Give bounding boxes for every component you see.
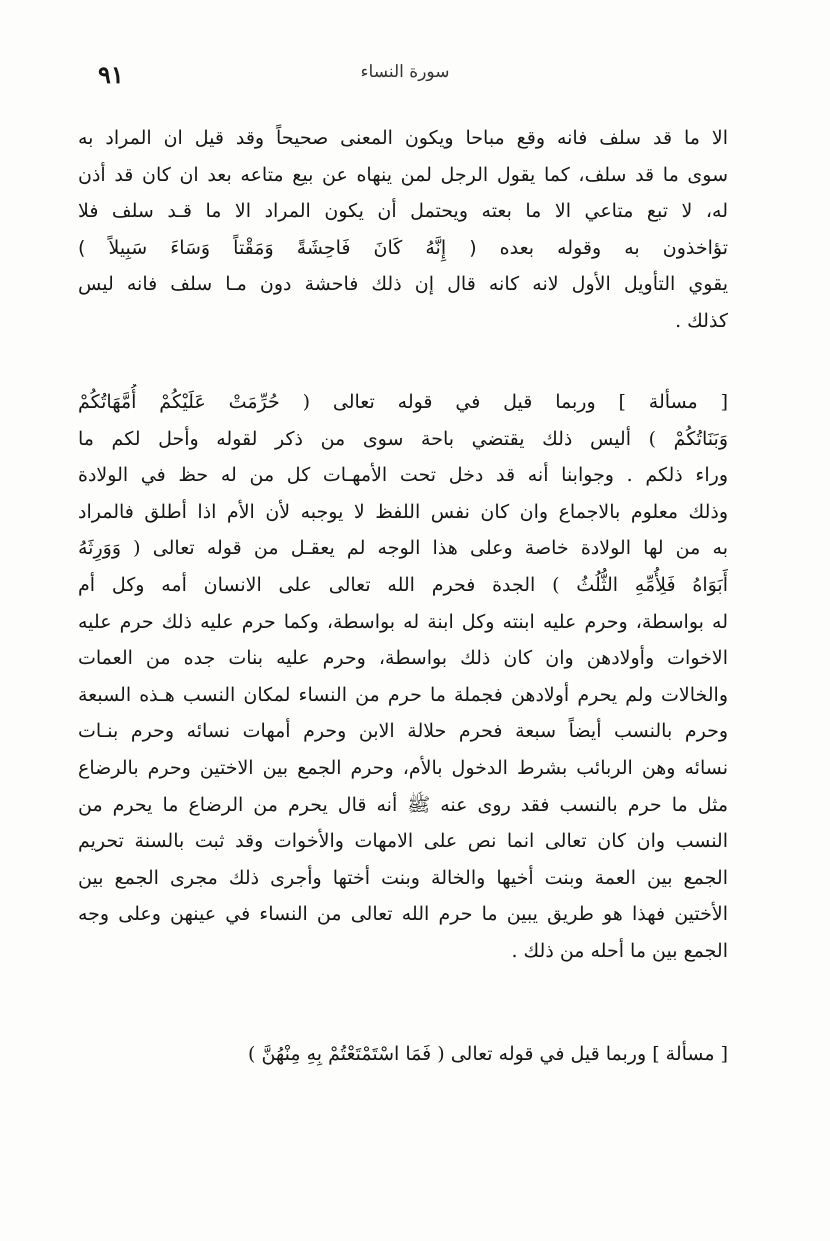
text-line: الجمع بين العمة وبنت أخيها والخالة وبنت أختها وأجرى ذلك مجرى الجمع بين — [78, 866, 728, 889]
page-number: ٩١ — [98, 60, 124, 89]
text-line: الجمع بين ما أحله من ذلك . — [511, 939, 728, 962]
paragraph-3 — [78, 1036, 728, 1073]
text-line: مثل ما حرم بالنسب فقد روى عنه ﷺ أنه قال يحرم من الرضاع ما يحرم من — [78, 793, 728, 816]
paragraph-2 — [78, 384, 728, 970]
text-line: له بواسطة، وحرم عليه ابنته وكل ابنة له بواسطة، وكما حرم عليه ذلك حرم عليه — [78, 610, 728, 633]
text-line: والخالات ولم يحرم أولادهن فجملة ما حرم من النساء لمكان النسب هـذه السبعة — [78, 683, 728, 706]
text-line: تؤاخذون به وقوله بعده ( إِنَّهُ كَانَ فَاحِشَةً وَمَقْتاً وَسَاءَ سَبِيلاً ) — [78, 236, 728, 259]
text-line: به من لها الولادة خاصة وعلى هذا الوجه لم يعقـل من قوله تعالى ( وَوَرِثَهُ — [78, 537, 728, 560]
text-line: الا ما قد سلف فانه وقع مباحا ويكون المعنى صحيحاً وقد قيل ان المراد به — [78, 127, 728, 149]
text-line: أَبَوَاهُ فَلِأُمِّهِ الثُّلُثُ ) الجدة فحرم الله تعالى على الانسان أمه وكل أم — [78, 573, 728, 596]
text-line: سوى ما قد سلف، كما يقول الرجل لمن ينهاه عن بيع متاعه بعد ان كان قد أذن — [78, 163, 728, 186]
text-line: له، لا تبع متاعي الا ما بعته ويحتمل أن يكون المراد الا ما قـد سلف فلا — [78, 200, 728, 223]
text-line: كذلك . — [675, 309, 728, 332]
text-line: [ مسألة ] وربما قيل في قوله تعالى ( فَمَا اسْتَمْتَعْتُمْ بِهِ مِنْهُنَّ ) — [248, 1043, 728, 1065]
text-line: وحرم بالنسب أيضاً سبعة فحرم حلالة الابن وحرم أمهات نسائه وحرم بنـات — [78, 720, 728, 743]
running-header: سورة النساء — [360, 62, 450, 82]
text-line: الأختين فهذا هو طريق يبين ما حرم الله تعالى من النساء في عينهن وعلى وجه — [78, 903, 728, 926]
text-line: وراء ذلكم . وجوابنا أنه قد دخل تحت الأمهـات كل من له حظ في الولادة — [78, 464, 728, 487]
text-line: الاخوات وأولادهن وان كان ذلك بواسطة، وحرم عليه بنات جده من العمات — [78, 647, 728, 670]
text-line: يقوي التأويل الأول لانه كانه قال إن ذلك فاحشة دون مـا سلف فانه ليس — [78, 273, 728, 296]
paragraph-1 — [78, 120, 728, 340]
text-line: وَبَنَاتُكُمْ ) أليس ذلك يقتضي باحة سوى من ذكر لقوله وأحل لكم ما — [78, 427, 728, 450]
text-line: وذلك معلوم بالاجماع وان كان نفس اللفظ لا يوجبه لأن الأم اذا أطلق فالمراد — [78, 500, 728, 523]
text-line: النسب وان كان تعالى انما نص على الامهات والأخوات وقد ثبت بالسنة تحريم — [78, 830, 728, 853]
text-line: [ مسألة ] وربما قيل في قوله تعالى ( حُرِّمَتْ عَلَيْكُمْ أُمَّهَاتُكُمْ — [78, 391, 728, 413]
text-line: نسائه وهن الربائب بشرط الدخول بالأم، وحرم الجمع بين الاختين وحرم بالرضاع — [78, 756, 728, 779]
